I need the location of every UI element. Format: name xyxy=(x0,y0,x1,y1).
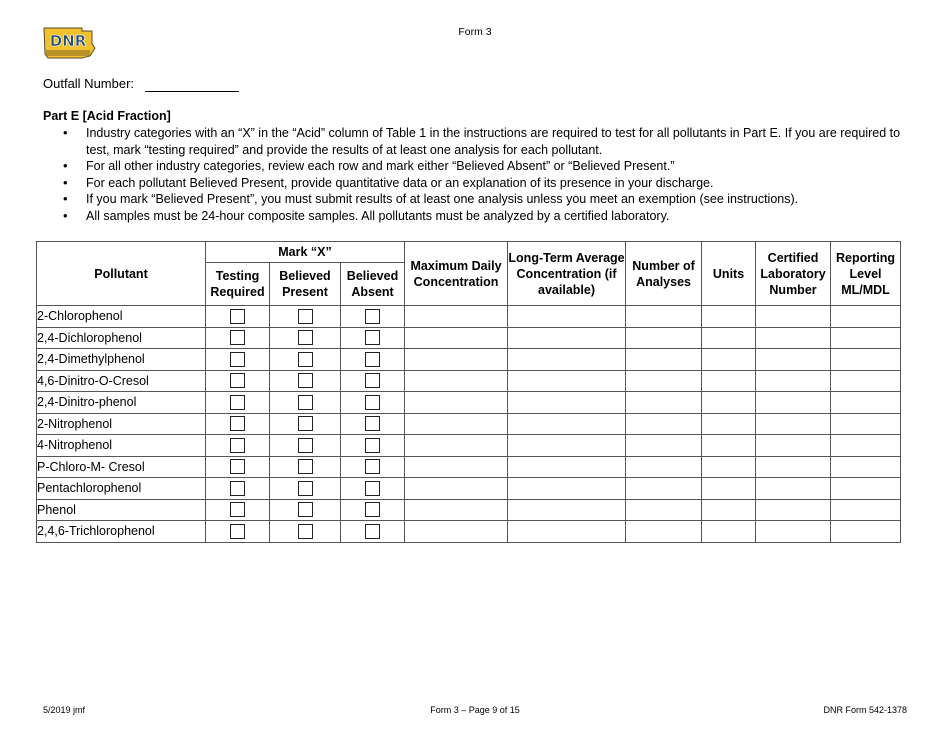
believed-absent-checkbox[interactable] xyxy=(365,416,380,431)
num-analyses-field[interactable] xyxy=(626,435,702,457)
testing-required-checkbox[interactable] xyxy=(230,524,245,539)
checkbox-cell xyxy=(206,435,270,457)
units-field[interactable] xyxy=(702,327,756,349)
form-label: Form 3 xyxy=(458,26,492,38)
units-field[interactable] xyxy=(702,370,756,392)
footer-date: 5/2019 jmf xyxy=(43,705,86,715)
header-reporting-level: Reporting Level ML/MDL xyxy=(831,242,901,306)
pollutant-name: P-Chloro-M- Cresol xyxy=(37,456,206,478)
max-daily-field[interactable] xyxy=(405,392,508,414)
long-term-field[interactable] xyxy=(508,456,626,478)
believed-present-checkbox[interactable] xyxy=(298,459,313,474)
checkbox-cell xyxy=(341,392,405,414)
long-term-field[interactable] xyxy=(508,435,626,457)
checkbox-cell xyxy=(270,456,341,478)
header-long-term: Long-Term Average Concentration (if available) xyxy=(508,242,626,306)
believed-absent-checkbox[interactable] xyxy=(365,438,380,453)
checkbox-cell xyxy=(341,456,405,478)
checkbox-cell xyxy=(206,456,270,478)
believed-present-checkbox[interactable] xyxy=(298,502,313,517)
units-field[interactable] xyxy=(702,435,756,457)
num-analyses-field[interactable] xyxy=(626,521,702,543)
checkbox-cell xyxy=(206,413,270,435)
units-field[interactable] xyxy=(702,478,756,500)
believed-absent-checkbox[interactable] xyxy=(365,524,380,539)
outfall-number-field[interactable] xyxy=(145,91,239,92)
table-row xyxy=(37,370,901,392)
pollutant-name: 4,6-Dinitro-O-Cresol xyxy=(37,370,206,392)
header-mark-x: Mark “X” xyxy=(206,242,405,263)
cert-lab-field[interactable] xyxy=(756,521,831,543)
checkbox-cell xyxy=(206,392,270,414)
table-row xyxy=(37,349,901,371)
instruction-item: • If you mark “Believed Present”, you must submit results of at least one analysis unless you meet an exemption (see instructions). xyxy=(63,191,799,207)
table-row xyxy=(37,392,901,414)
table-row xyxy=(37,478,901,500)
instruction-item: • Industry categories with an “X” in the “Acid” column of Table 1 in the instructions are required to test for all pollutants in Part E. If you are required to test, mark “testing required” and provide the results of at least one analysis for each pollutant. xyxy=(63,125,901,157)
reporting-level-field[interactable] xyxy=(831,499,901,521)
testing-required-checkbox[interactable] xyxy=(230,502,245,517)
long-term-field[interactable] xyxy=(508,327,626,349)
long-term-field[interactable] xyxy=(508,349,626,371)
checkbox-cell xyxy=(206,327,270,349)
reporting-level-field[interactable] xyxy=(831,370,901,392)
pollutant-name: 4-Nitrophenol xyxy=(37,435,206,457)
reporting-level-field[interactable] xyxy=(831,413,901,435)
long-term-field[interactable] xyxy=(508,478,626,500)
believed-absent-checkbox[interactable] xyxy=(365,459,380,474)
believed-present-checkbox[interactable] xyxy=(298,438,313,453)
reporting-level-field[interactable] xyxy=(831,478,901,500)
units-field[interactable] xyxy=(702,499,756,521)
max-daily-field[interactable] xyxy=(405,349,508,371)
believed-present-checkbox[interactable] xyxy=(298,481,313,496)
pollutant-name: 2,4-Dimethylphenol xyxy=(37,349,206,371)
num-analyses-field[interactable] xyxy=(626,456,702,478)
table-row xyxy=(37,413,901,435)
checkbox-cell xyxy=(270,435,341,457)
testing-required-checkbox[interactable] xyxy=(230,481,245,496)
max-daily-field[interactable] xyxy=(405,306,508,328)
reporting-level-field[interactable] xyxy=(831,349,901,371)
header-units: Units xyxy=(702,242,756,306)
checkbox-cell xyxy=(206,499,270,521)
testing-required-checkbox[interactable] xyxy=(230,309,245,324)
believed-absent-checkbox[interactable] xyxy=(365,309,380,324)
reporting-level-field[interactable] xyxy=(831,327,901,349)
num-analyses-field[interactable] xyxy=(626,413,702,435)
testing-required-checkbox[interactable] xyxy=(230,395,245,410)
checkbox-cell xyxy=(341,306,405,328)
believed-absent-checkbox[interactable] xyxy=(365,373,380,388)
max-daily-field[interactable] xyxy=(405,521,508,543)
header-cert-lab: Certified Laboratory Number xyxy=(756,242,831,306)
header-max-daily: Maximum Daily Concentration xyxy=(405,242,508,306)
footer-form-number: DNR Form 542-1378 xyxy=(823,705,907,715)
believed-present-checkbox[interactable] xyxy=(298,352,313,367)
checkbox-cell xyxy=(341,521,405,543)
pollutant-name: Phenol xyxy=(37,499,206,521)
units-field[interactable] xyxy=(702,521,756,543)
table-body xyxy=(37,306,901,543)
testing-required-checkbox[interactable] xyxy=(230,352,245,367)
header-believed-absent: Believed Absent xyxy=(341,263,405,306)
reporting-level-field[interactable] xyxy=(831,456,901,478)
checkbox-cell xyxy=(270,413,341,435)
checkbox-cell xyxy=(206,349,270,371)
checkbox-cell xyxy=(341,413,405,435)
long-term-field[interactable] xyxy=(508,370,626,392)
pollutant-name: 2-Chlorophenol xyxy=(37,306,206,328)
cert-lab-field[interactable] xyxy=(756,413,831,435)
table-row xyxy=(37,499,901,521)
header-testing-required: Testing Required xyxy=(206,263,270,306)
believed-absent-checkbox[interactable] xyxy=(365,395,380,410)
believed-present-checkbox[interactable] xyxy=(298,330,313,345)
num-analyses-field[interactable] xyxy=(626,370,702,392)
believed-present-checkbox[interactable] xyxy=(298,373,313,388)
table-row xyxy=(37,521,901,543)
num-analyses-field[interactable] xyxy=(626,392,702,414)
pollutant-table xyxy=(36,241,901,543)
cert-lab-field[interactable] xyxy=(756,327,831,349)
header-believed-present: Believed Present xyxy=(270,263,341,306)
cert-lab-field[interactable] xyxy=(756,392,831,414)
cert-lab-field[interactable] xyxy=(756,435,831,457)
max-daily-field[interactable] xyxy=(405,327,508,349)
pollutant-name: 2,4-Dinitro-phenol xyxy=(37,392,206,414)
checkbox-cell xyxy=(341,349,405,371)
table-row xyxy=(37,306,901,328)
units-field[interactable] xyxy=(702,306,756,328)
instruction-item: • All samples must be 24-hour composite samples. All pollutants must be analyzed by a certified laboratory. xyxy=(63,207,670,223)
checkbox-cell xyxy=(206,306,270,328)
units-field[interactable] xyxy=(702,413,756,435)
long-term-field[interactable] xyxy=(508,306,626,328)
reporting-level-field[interactable] xyxy=(831,392,901,414)
pollutant-name: 2,4,6-Trichlorophenol xyxy=(37,521,206,543)
cert-lab-field[interactable] xyxy=(756,349,831,371)
checkbox-cell xyxy=(341,478,405,500)
section-title: Part E [Acid Fraction] xyxy=(43,109,171,123)
believed-present-checkbox[interactable] xyxy=(298,524,313,539)
believed-present-checkbox[interactable] xyxy=(298,395,313,410)
checkbox-cell xyxy=(206,478,270,500)
reporting-level-field[interactable] xyxy=(831,435,901,457)
units-field[interactable] xyxy=(702,456,756,478)
max-daily-field[interactable] xyxy=(405,435,508,457)
testing-required-checkbox[interactable] xyxy=(230,373,245,388)
testing-required-checkbox[interactable] xyxy=(230,330,245,345)
instruction-item: • For each pollutant Believed Present, provide quantitative data or an explanation of its presence in your discharge. xyxy=(63,174,714,190)
checkbox-cell xyxy=(341,370,405,392)
cert-lab-field[interactable] xyxy=(756,456,831,478)
pollutant-name: Pentachlorophenol xyxy=(37,478,206,500)
checkbox-cell xyxy=(270,327,341,349)
units-field[interactable] xyxy=(702,392,756,414)
checkbox-cell xyxy=(341,435,405,457)
max-daily-field[interactable] xyxy=(405,499,508,521)
max-daily-field[interactable] xyxy=(405,370,508,392)
checkbox-cell xyxy=(206,370,270,392)
cert-lab-field[interactable] xyxy=(756,306,831,328)
outfall-label: Outfall Number: xyxy=(43,76,135,91)
footer-page: Form 3 – Page 9 of 15 xyxy=(430,705,520,715)
checkbox-cell xyxy=(270,370,341,392)
long-term-field[interactable] xyxy=(508,499,626,521)
believed-present-checkbox[interactable] xyxy=(298,309,313,324)
table-row xyxy=(37,435,901,457)
checkbox-cell xyxy=(270,306,341,328)
checkbox-cell xyxy=(270,499,341,521)
instruction-list xyxy=(43,125,903,225)
long-term-field[interactable] xyxy=(508,392,626,414)
checkbox-cell xyxy=(270,349,341,371)
pollutant-name: 2,4-Dichlorophenol xyxy=(37,327,206,349)
num-analyses-field[interactable] xyxy=(626,349,702,371)
num-analyses-field[interactable] xyxy=(626,306,702,328)
reporting-level-field[interactable] xyxy=(831,306,901,328)
cert-lab-field[interactable] xyxy=(756,370,831,392)
checkbox-cell xyxy=(270,521,341,543)
cert-lab-field[interactable] xyxy=(756,499,831,521)
checkbox-cell xyxy=(206,521,270,543)
num-analyses-field[interactable] xyxy=(626,499,702,521)
long-term-field[interactable] xyxy=(508,521,626,543)
pollutant-name: 2-Nitrophenol xyxy=(37,413,206,435)
num-analyses-field[interactable] xyxy=(626,327,702,349)
reporting-level-field[interactable] xyxy=(831,521,901,543)
testing-required-checkbox[interactable] xyxy=(230,416,245,431)
max-daily-field[interactable] xyxy=(405,456,508,478)
testing-required-checkbox[interactable] xyxy=(230,459,245,474)
header-pollutant: Pollutant xyxy=(37,242,206,306)
testing-required-checkbox[interactable] xyxy=(230,438,245,453)
max-daily-field[interactable] xyxy=(405,413,508,435)
checkbox-cell xyxy=(270,478,341,500)
checkbox-cell xyxy=(341,327,405,349)
cert-lab-field[interactable] xyxy=(756,478,831,500)
checkbox-cell xyxy=(341,499,405,521)
num-analyses-field[interactable] xyxy=(626,478,702,500)
believed-absent-checkbox[interactable] xyxy=(365,481,380,496)
believed-present-checkbox[interactable] xyxy=(298,416,313,431)
table-row xyxy=(37,327,901,349)
checkbox-cell xyxy=(270,392,341,414)
units-field[interactable] xyxy=(702,349,756,371)
header-num-analyses: Number of Analyses xyxy=(626,242,702,306)
instruction-item: • For all other industry categories, review each row and mark either “Believed Absent” or “Believed Present.” xyxy=(63,158,675,174)
long-term-field[interactable] xyxy=(508,413,626,435)
believed-absent-checkbox[interactable] xyxy=(365,502,380,517)
table-row xyxy=(37,456,901,478)
logo-text: DNR xyxy=(49,32,87,50)
believed-absent-checkbox[interactable] xyxy=(365,330,380,345)
max-daily-field[interactable] xyxy=(405,478,508,500)
believed-absent-checkbox[interactable] xyxy=(365,352,380,367)
